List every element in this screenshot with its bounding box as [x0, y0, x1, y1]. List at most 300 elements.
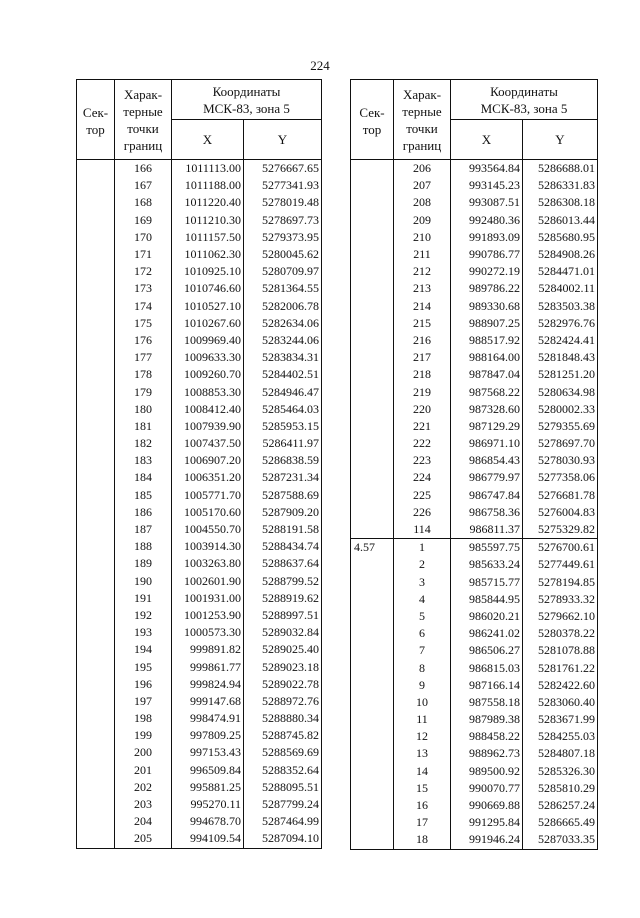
x-cell: 1008412.40: [172, 401, 244, 418]
x-cell: 987568.22: [451, 383, 523, 400]
x-cell: 1003263.80: [172, 555, 244, 572]
y-cell: 5288880.34: [244, 710, 322, 727]
x-cell: 990786.77: [451, 246, 523, 263]
table-row: [351, 435, 598, 452]
point-cell: 225: [394, 487, 451, 504]
x-cell: 1002601.90: [172, 573, 244, 590]
y-cell: 5286331.83: [523, 177, 598, 194]
x-cell: 999824.94: [172, 676, 244, 693]
table-row: [77, 383, 322, 400]
x-cell: 1010925.10: [172, 263, 244, 280]
point-cell: 207: [394, 177, 451, 194]
point-cell: 213: [394, 280, 451, 297]
table-row: [351, 642, 598, 659]
table-row: [351, 677, 598, 694]
x-cell: 996509.84: [172, 762, 244, 779]
sector-cell: [77, 710, 115, 727]
x-cell: 1011220.40: [172, 194, 244, 211]
table-row: [77, 624, 322, 641]
x-cell: 1006351.20: [172, 469, 244, 486]
sector-cell: [351, 487, 394, 504]
sector-cell: [77, 538, 115, 555]
table-row: [77, 469, 322, 486]
y-cell: 5287588.69: [244, 487, 322, 504]
table-row: [77, 452, 322, 469]
x-cell: 1005170.60: [172, 504, 244, 521]
sector-cell: [77, 830, 115, 848]
sector-cell: [351, 452, 394, 469]
table-row: [77, 555, 322, 572]
point-cell: 175: [115, 315, 172, 332]
y-cell: 5284908.26: [523, 246, 598, 263]
x-cell: 986971.10: [451, 435, 523, 452]
y-cell: 5277341.93: [244, 177, 322, 194]
x-cell: 1007939.90: [172, 418, 244, 435]
table-row: [77, 538, 322, 555]
y-cell: 5278019.48: [244, 194, 322, 211]
sector-cell: [351, 280, 394, 297]
y-cell: 5280045.62: [244, 246, 322, 263]
sector-cell: [351, 418, 394, 435]
point-cell: 221: [394, 418, 451, 435]
table-row: [351, 229, 598, 246]
x-cell: 1010267.60: [172, 315, 244, 332]
point-cell: 198: [115, 710, 172, 727]
sector-cell: [77, 693, 115, 710]
sector-header: Сек- тор: [77, 80, 115, 160]
y-cell: 5278697.73: [244, 212, 322, 229]
table-row: [351, 160, 598, 178]
x-cell: 989330.68: [451, 298, 523, 315]
y-cell: 5282424.41: [523, 332, 598, 349]
table-row: [351, 711, 598, 728]
point-cell: 183: [115, 452, 172, 469]
sector-cell: [351, 469, 394, 486]
sector-cell: [351, 401, 394, 418]
sector-cell: [351, 694, 394, 711]
y-cell: 5286257.24: [523, 797, 598, 814]
table-row: [77, 676, 322, 693]
sector-cell: [77, 744, 115, 761]
table-row: [77, 521, 322, 538]
table-row: [351, 659, 598, 676]
y-cell: 5285810.29: [523, 780, 598, 797]
point-cell: 10: [394, 694, 451, 711]
table-row: [351, 504, 598, 521]
point-cell: 12: [394, 728, 451, 745]
point-cell: 209: [394, 212, 451, 229]
sector-cell: [77, 212, 115, 229]
point-cell: 222: [394, 435, 451, 452]
sector-cell: [351, 315, 394, 332]
table-row: [77, 727, 322, 744]
x-cell: 1011157.50: [172, 229, 244, 246]
y-cell: 5286688.01: [523, 160, 598, 178]
table-row: [77, 366, 322, 383]
table-row: [351, 349, 598, 366]
y-cell: 5288919.62: [244, 590, 322, 607]
x-cell: 1006907.20: [172, 452, 244, 469]
point-cell: 196: [115, 676, 172, 693]
sector-cell: [77, 762, 115, 779]
sector-cell: [351, 212, 394, 229]
table-row: [351, 780, 598, 797]
x-cell: 986506.27: [451, 642, 523, 659]
point-cell: 177: [115, 349, 172, 366]
sector-cell: [77, 298, 115, 315]
point-cell: 4: [394, 591, 451, 608]
sector-cell: [351, 642, 394, 659]
point-cell: 1: [394, 539, 451, 557]
point-cell: 16: [394, 797, 451, 814]
sector-cell: [351, 504, 394, 521]
table-row: [351, 745, 598, 762]
table-row: [77, 779, 322, 796]
y-cell: 5284807.18: [523, 745, 598, 762]
point-cell: 193: [115, 624, 172, 641]
sector-header: Сек- тор: [351, 80, 394, 160]
table-row: [77, 435, 322, 452]
sector-cell: [351, 160, 394, 178]
point-cell: 218: [394, 366, 451, 383]
sector-cell: [351, 608, 394, 625]
x-cell: 1003914.30: [172, 538, 244, 555]
point-cell: 214: [394, 298, 451, 315]
point-cell: 168: [115, 194, 172, 211]
point-cell: 226: [394, 504, 451, 521]
y-cell: 5284002.11: [523, 280, 598, 297]
y-cell: 5286665.49: [523, 814, 598, 831]
x-cell: 991893.09: [451, 229, 523, 246]
point-cell: 13: [394, 745, 451, 762]
sector-cell: [351, 780, 394, 797]
table-row: [77, 641, 322, 658]
table-row: [351, 418, 598, 435]
table-row: [77, 332, 322, 349]
x-cell: 999891.82: [172, 641, 244, 658]
table-row: [77, 263, 322, 280]
sector-cell: [351, 556, 394, 573]
y-cell: 5285953.15: [244, 418, 322, 435]
y-cell: 5283060.40: [523, 694, 598, 711]
sector-cell: [77, 229, 115, 246]
page-number: 224: [310, 58, 330, 73]
point-cell: 212: [394, 263, 451, 280]
sector-cell: [351, 814, 394, 831]
sector-cell: [351, 659, 394, 676]
point-cell: 215: [394, 315, 451, 332]
point-cell: 17: [394, 814, 451, 831]
table-row: [351, 263, 598, 280]
sector-cell: [77, 177, 115, 194]
point-cell: 11: [394, 711, 451, 728]
point-cell: 192: [115, 607, 172, 624]
x-cell: 1011210.30: [172, 212, 244, 229]
table-row: [351, 539, 598, 557]
sector-cell: [77, 641, 115, 658]
table-row: [77, 487, 322, 504]
sector-cell: [351, 263, 394, 280]
point-cell: 206: [394, 160, 451, 178]
x-cell: 987558.18: [451, 694, 523, 711]
point-cell: 6: [394, 625, 451, 642]
point-cell: 178: [115, 366, 172, 383]
y-cell: 5285464.03: [244, 401, 322, 418]
y-cell: 5287464.99: [244, 813, 322, 830]
y-cell: 5286013.44: [523, 212, 598, 229]
sector-cell: [77, 796, 115, 813]
sector-cell: [351, 435, 394, 452]
points-header: Харак- терные точки границ: [394, 80, 451, 160]
table-row: [351, 401, 598, 418]
point-cell: 167: [115, 177, 172, 194]
table-row: [351, 625, 598, 642]
point-cell: 182: [115, 435, 172, 452]
sector-cell: [351, 332, 394, 349]
y-cell: 5279355.69: [523, 418, 598, 435]
point-cell: 219: [394, 383, 451, 400]
x-cell: 985597.75: [451, 539, 523, 557]
x-cell: 1010746.60: [172, 280, 244, 297]
x-cell: 1011113.00: [172, 160, 244, 178]
table-row: [351, 763, 598, 780]
point-cell: 203: [115, 796, 172, 813]
point-cell: 172: [115, 263, 172, 280]
table-row: [351, 608, 598, 625]
y-cell: 5283503.38: [523, 298, 598, 315]
table-row: [77, 229, 322, 246]
point-cell: 223: [394, 452, 451, 469]
point-cell: 208: [394, 194, 451, 211]
x-cell: 997153.43: [172, 744, 244, 761]
table-row: [351, 574, 598, 591]
point-cell: 170: [115, 229, 172, 246]
sector-cell: [351, 625, 394, 642]
y-cell: 5282634.06: [244, 315, 322, 332]
x-cell: 987166.14: [451, 677, 523, 694]
sector-cell: [351, 745, 394, 762]
point-cell: 224: [394, 469, 451, 486]
sector-cell: [351, 383, 394, 400]
x-cell: 993145.23: [451, 177, 523, 194]
x-cell: 994678.70: [172, 813, 244, 830]
x-cell: 1005771.70: [172, 487, 244, 504]
table-row: [77, 298, 322, 315]
y-cell: 5278030.93: [523, 452, 598, 469]
point-cell: 199: [115, 727, 172, 744]
y-cell: 5287094.10: [244, 830, 322, 848]
point-cell: 3: [394, 574, 451, 591]
sector-cell: [77, 607, 115, 624]
y-cell: 5289022.78: [244, 676, 322, 693]
sector-cell: [77, 194, 115, 211]
x-cell: 997809.25: [172, 727, 244, 744]
point-cell: 200: [115, 744, 172, 761]
y-cell: 5280378.22: [523, 625, 598, 642]
sector-cell: [351, 797, 394, 814]
point-cell: 190: [115, 573, 172, 590]
x-header: X: [451, 120, 523, 160]
sector-cell: [77, 160, 115, 178]
sector-cell: [351, 246, 394, 263]
table-row: [351, 694, 598, 711]
sector-cell: [77, 624, 115, 641]
x-cell: 1009260.70: [172, 366, 244, 383]
x-cell: 987129.29: [451, 418, 523, 435]
x-cell: 999147.68: [172, 693, 244, 710]
y-cell: 5288997.51: [244, 607, 322, 624]
sector-cell: [77, 469, 115, 486]
table-row: [351, 469, 598, 486]
point-cell: 176: [115, 332, 172, 349]
x-cell: 1001931.00: [172, 590, 244, 607]
sector-cell: [351, 728, 394, 745]
point-cell: 217: [394, 349, 451, 366]
y-cell: 5284471.01: [523, 263, 598, 280]
x-cell: 990070.77: [451, 780, 523, 797]
point-cell: 184: [115, 469, 172, 486]
point-cell: 216: [394, 332, 451, 349]
y-cell: 5283834.31: [244, 349, 322, 366]
x-cell: 1000573.30: [172, 624, 244, 641]
table-row: [351, 814, 598, 831]
sector-cell: [351, 831, 394, 849]
x-cell: 988164.00: [451, 349, 523, 366]
x-cell: 986854.43: [451, 452, 523, 469]
sector-cell: [77, 658, 115, 675]
table-row: [77, 194, 322, 211]
table-row: [77, 401, 322, 418]
y-cell: 5281848.43: [523, 349, 598, 366]
x-cell: 986758.36: [451, 504, 523, 521]
point-cell: 180: [115, 401, 172, 418]
y-cell: 5287033.35: [523, 831, 598, 849]
y-cell: 5280002.33: [523, 401, 598, 418]
sector-cell: 4.57: [351, 539, 394, 557]
y-cell: 5283244.06: [244, 332, 322, 349]
sector-cell: [351, 591, 394, 608]
table-row: [351, 246, 598, 263]
table-row: [351, 177, 598, 194]
point-cell: 15: [394, 780, 451, 797]
table-row: [77, 813, 322, 830]
coords-header: Координаты МСК-83, зона 5: [172, 80, 322, 120]
sector-cell: [77, 383, 115, 400]
x-cell: 1011188.00: [172, 177, 244, 194]
x-cell: 989786.22: [451, 280, 523, 297]
y-cell: 5285326.30: [523, 763, 598, 780]
table-row: [77, 504, 322, 521]
point-cell: 114: [394, 521, 451, 539]
y-cell: 5278933.32: [523, 591, 598, 608]
table-row: [77, 658, 322, 675]
x-cell: 993087.51: [451, 194, 523, 211]
table-row: [77, 693, 322, 710]
sector-cell: [77, 452, 115, 469]
point-cell: 171: [115, 246, 172, 263]
x-cell: 1009969.40: [172, 332, 244, 349]
y-cell: 5282422.60: [523, 677, 598, 694]
y-cell: 5284255.03: [523, 728, 598, 745]
table-row: [351, 366, 598, 383]
table-row: [351, 315, 598, 332]
point-cell: 186: [115, 504, 172, 521]
y-cell: 5282976.76: [523, 315, 598, 332]
x-cell: 988458.22: [451, 728, 523, 745]
point-cell: 191: [115, 590, 172, 607]
x-cell: 988907.25: [451, 315, 523, 332]
point-cell: 195: [115, 658, 172, 675]
table-row: [351, 212, 598, 229]
x-header: X: [172, 120, 244, 160]
y-cell: 5275329.82: [523, 521, 598, 539]
x-cell: 994109.54: [172, 830, 244, 848]
table-row: [351, 797, 598, 814]
y-cell: 5287231.34: [244, 469, 322, 486]
coords-header: Координаты МСК-83, зона 5: [451, 80, 598, 120]
point-cell: 189: [115, 555, 172, 572]
y-cell: 5288191.58: [244, 521, 322, 538]
table-row: [77, 830, 322, 848]
x-cell: 1011062.30: [172, 246, 244, 263]
point-cell: 181: [115, 418, 172, 435]
x-cell: 1010527.10: [172, 298, 244, 315]
point-cell: 220: [394, 401, 451, 418]
table-row: [77, 590, 322, 607]
sector-cell: [77, 366, 115, 383]
sector-cell: [77, 418, 115, 435]
sector-cell: [77, 332, 115, 349]
sector-cell: [351, 177, 394, 194]
sector-cell: [77, 349, 115, 366]
y-cell: 5276667.65: [244, 160, 322, 178]
point-cell: 174: [115, 298, 172, 315]
y-cell: 5287909.20: [244, 504, 322, 521]
y-cell: 5280634.98: [523, 383, 598, 400]
x-cell: 986811.37: [451, 521, 523, 539]
y-cell: 5281364.55: [244, 280, 322, 297]
y-cell: 5276700.61: [523, 539, 598, 557]
y-cell: 5288434.74: [244, 538, 322, 555]
sector-cell: [351, 349, 394, 366]
table-row: [351, 521, 598, 539]
table-row: [351, 452, 598, 469]
table-row: [351, 383, 598, 400]
sector-cell: [77, 573, 115, 590]
point-cell: 2: [394, 556, 451, 573]
point-cell: 166: [115, 160, 172, 178]
x-cell: 985715.77: [451, 574, 523, 591]
y-cell: 5283671.99: [523, 711, 598, 728]
sector-cell: [351, 521, 394, 539]
x-cell: 987328.60: [451, 401, 523, 418]
x-cell: 991295.84: [451, 814, 523, 831]
table-row: [351, 831, 598, 849]
table-row: [77, 418, 322, 435]
sector-cell: [77, 504, 115, 521]
y-cell: 5279373.95: [244, 229, 322, 246]
x-cell: 1009633.30: [172, 349, 244, 366]
point-cell: 179: [115, 383, 172, 400]
point-cell: 201: [115, 762, 172, 779]
point-cell: 205: [115, 830, 172, 848]
y-cell: 5276004.83: [523, 504, 598, 521]
x-cell: 985633.24: [451, 556, 523, 573]
sector-cell: [77, 590, 115, 607]
sector-cell: [351, 574, 394, 591]
sector-cell: [77, 555, 115, 572]
x-cell: 986241.02: [451, 625, 523, 642]
